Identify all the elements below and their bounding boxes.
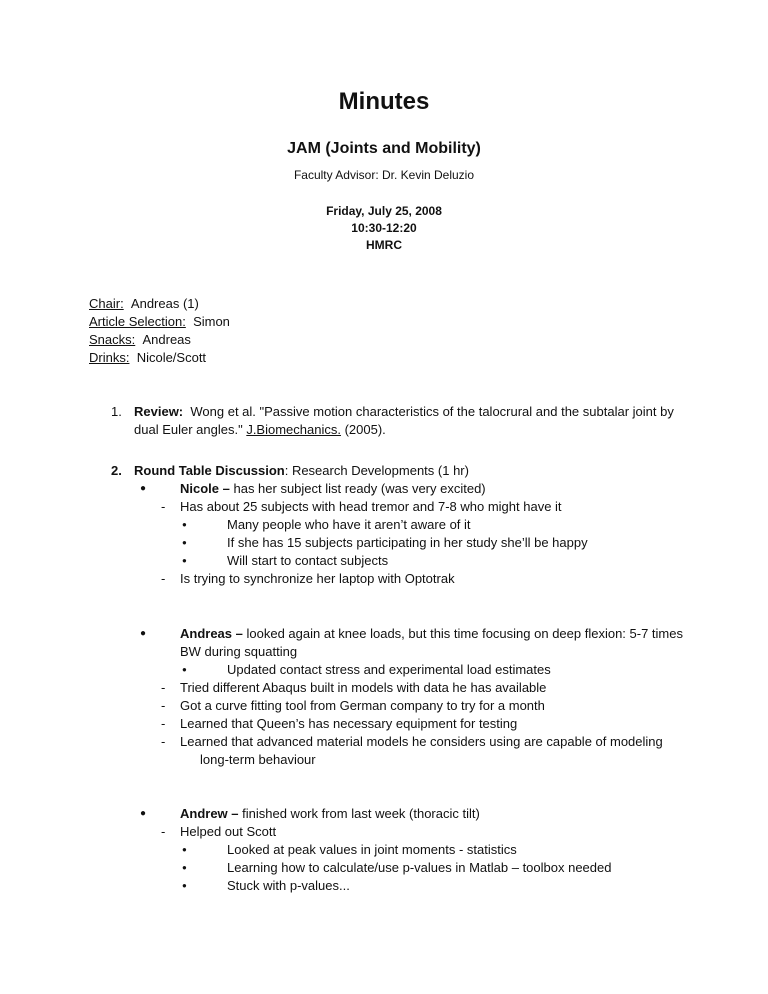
dash-marker: - — [161, 499, 166, 514]
sub-item: Many people who have it aren’t aware of it — [227, 517, 471, 532]
role-value: Nicole/Scott — [136, 350, 207, 365]
journal-name: J.Biomechanics. — [246, 422, 341, 437]
person-summary: has her subject list ready (was very excited) — [233, 481, 486, 496]
role-drinks — [89, 350, 206, 365]
review-text-cont: dual Euler angles." — [134, 422, 243, 437]
sub-bullet-icon: ● — [182, 881, 187, 890]
role-chair — [89, 296, 199, 311]
person-andreas — [180, 626, 683, 641]
dash-marker: - — [161, 571, 166, 586]
review-year: (2005). — [344, 422, 386, 437]
sub-bullet-icon: ● — [182, 520, 187, 529]
role-label: Article Selection: — [89, 314, 186, 329]
sub-item: Updated contact stress and experimental load estimates — [227, 662, 551, 677]
person-summary: finished work from last week (thoracic tilt) — [242, 806, 480, 821]
dash-item: Is trying to synchronize her laptop with Optotrak — [180, 571, 455, 586]
role-label: Snacks: — [89, 332, 136, 347]
meeting-date: Friday, July 25, 2008 — [326, 204, 442, 218]
role-value: Andreas (1) — [130, 296, 199, 311]
discussion-number: 2. — [111, 463, 122, 478]
dash-marker: - — [161, 698, 166, 713]
person-summary: looked again at knee loads, but this time focusing on deep flexion: 5-7 times — [246, 626, 683, 641]
sub-item: Will start to contact subjects — [227, 553, 389, 568]
review-text: Wong et al. "Passive motion characteristics of the talocrural and the subtalar joint by — [190, 404, 674, 419]
sub-bullet-icon: ● — [182, 845, 187, 854]
sub-item: Learning how to calculate/use p-values in Matlab – toolbox needed — [227, 860, 612, 875]
dash-marker: - — [161, 680, 166, 695]
sub-bullet-icon: ● — [182, 665, 187, 674]
dash-item: Got a curve fitting tool from German company to try for a month — [180, 698, 545, 713]
role-value: Simon — [193, 314, 230, 329]
sub-item: Looked at peak values in joint moments - statistics — [227, 842, 517, 857]
role-value: Andreas — [142, 332, 191, 347]
sub-item: Stuck with p-values... — [227, 878, 350, 893]
review-line-2 — [134, 422, 386, 437]
dash-marker: - — [161, 734, 166, 749]
review-label: Review: — [134, 404, 184, 419]
dash-item: Tried different Abaqus built in models with data he has available — [180, 680, 547, 695]
group-name: JAM (Joints and Mobility) — [287, 140, 481, 157]
person-name: Nicole – — [180, 481, 230, 496]
dash-item-cont: long-term behaviour — [200, 752, 316, 767]
person-andrew — [180, 806, 480, 821]
person-nicole — [180, 481, 486, 496]
dash-marker: - — [161, 716, 166, 731]
page-title: Minutes — [338, 88, 430, 115]
sub-item: If she has 15 subjects participating in her study she’ll be happy — [227, 535, 588, 550]
sub-bullet-icon: ● — [182, 863, 187, 872]
role-snacks — [89, 332, 191, 347]
dash-marker: - — [161, 824, 166, 839]
dash-item: Has about 25 subjects with head tremor and 7-8 who might have it — [180, 499, 562, 514]
discussion-rest: : Research Developments (1 hr) — [284, 463, 469, 478]
sub-bullet-icon: ● — [182, 556, 187, 565]
sub-bullet-icon: ● — [182, 538, 187, 547]
bullet-icon: ● — [140, 628, 147, 639]
discussion-heading — [134, 463, 469, 478]
dash-item: Learned that Queen’s has necessary equipment for testing — [180, 716, 518, 731]
faculty-advisor: Faculty Advisor: Dr. Kevin Deluzio — [293, 168, 475, 182]
bullet-icon: ● — [140, 808, 147, 819]
person-name: Andreas – — [180, 626, 243, 641]
dash-item: Learned that advanced material models he considers using are capable of modeling — [180, 734, 663, 749]
meeting-location: HMRC — [366, 238, 402, 252]
person-summary-cont: BW during squatting — [180, 644, 298, 659]
review-number: 1. — [111, 404, 122, 419]
review-line-1 — [134, 404, 674, 419]
meeting-time: 10:30-12:20 — [351, 221, 417, 235]
role-article-selection — [89, 314, 230, 329]
role-label: Drinks: — [89, 350, 130, 365]
bullet-icon: ● — [140, 483, 147, 494]
role-label: Chair: — [89, 296, 124, 311]
discussion-label: Round Table Discussion — [134, 463, 285, 478]
person-name: Andrew – — [180, 806, 239, 821]
dash-item: Helped out Scott — [180, 824, 277, 839]
